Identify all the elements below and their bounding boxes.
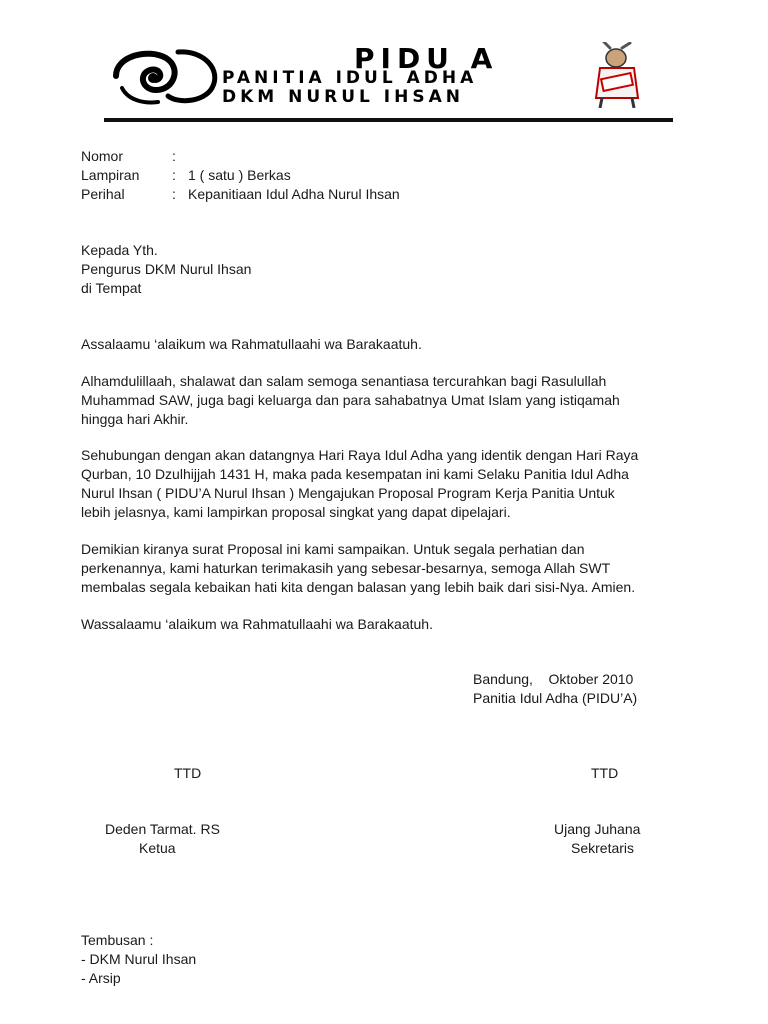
body-line: perkenannya, kami haturkan terimakasih yang sebesar-besarnya, semoga Allah SWT <box>81 560 611 576</box>
body-line: Alhamdulillaah, shalawat dan salam semoga senantiasa tercurahkan bagi Rasulullah <box>81 373 607 389</box>
meta-label-perihal: Perihal <box>81 186 125 202</box>
signer-name-right: Ujang Juhana <box>554 821 641 837</box>
org-name-line2: DKM NURUL IHSAN <box>222 87 464 107</box>
cc-item: - DKM Nurul Ihsan <box>81 951 197 967</box>
brand-wordmark: PIDU A <box>354 42 499 75</box>
meta-value-perihal: Kepanitiaan Idul Adha Nurul Ihsan <box>188 186 400 202</box>
meta-label-lampiran: Lampiran <box>81 167 140 183</box>
body-line: hingga hari Akhir. <box>81 411 189 427</box>
recipient-line: Kepada Yth. <box>81 242 158 258</box>
signer-role-right: Sekretaris <box>571 840 635 856</box>
goat-mascot-icon <box>582 42 652 108</box>
body-line: Qurban, 10 Dzulhijjah 1431 H, maka pada kesempatan ini kami Selaku Panitia Idul Adha <box>81 466 629 482</box>
body-line: lebih jelasnya, kami lampirkan proposal singkat yang dapat dipelajari. <box>81 504 511 520</box>
meta-colon: : <box>172 167 176 183</box>
body-line: Demikian kiranya surat Proposal ini kami sampaikan. Untuk segala perhatian dan <box>81 541 585 557</box>
body-line: Sehubungan dengan akan datangnya Hari Raya Idul Adha yang identik dengan Hari Raya <box>81 447 639 463</box>
signature-placeholder-right: TTD <box>591 765 619 781</box>
recipient-line: Pengurus DKM Nurul Ihsan <box>81 261 252 277</box>
header-divider <box>104 118 673 122</box>
body-line: membalas segala kebaikan hati kita dengan balasan yang lebih baik dari sisi-Nya. Amien. <box>81 579 636 595</box>
body-line: Nurul Ihsan ( PIDU’A Nurul Ihsan ) Mengajukan Proposal Program Kerja Panitia Untuk <box>81 485 615 501</box>
signature-placeholder-left: TTD <box>174 765 202 781</box>
meta-value-lampiran: 1 ( satu ) Berkas <box>188 167 291 183</box>
committee-name: Panitia Idul Adha (PIDU’A) <box>473 690 638 706</box>
letterhead <box>104 42 652 112</box>
signer-role-left: Ketua <box>139 840 176 856</box>
recipient-line: di Tempat <box>81 280 142 296</box>
meta-colon: : <box>172 186 176 202</box>
spiral-logo-icon <box>108 44 226 108</box>
closing-salutation: Wassalaamu ‘alaikum wa Rahmatullaahi wa Barakaatuh. <box>81 616 433 632</box>
signer-name-left: Deden Tarmat. RS <box>105 821 220 837</box>
greeting: Assalaamu ‘alaikum wa Rahmatullaahi wa Barakaatuh. <box>81 336 422 352</box>
body-line: Muhammad SAW, juga bagi keluarga dan para sahabatnya Umat Islam yang istiqamah <box>81 392 620 408</box>
meta-label-nomor: Nomor <box>81 148 124 164</box>
meta-colon: : <box>172 148 176 164</box>
cc-title: Tembusan : <box>81 932 154 948</box>
cc-item: - Arsip <box>81 970 121 986</box>
org-name-line1: PANITIA IDUL ADHA <box>222 68 478 88</box>
place-date: Bandung, Oktober 2010 <box>473 671 634 687</box>
